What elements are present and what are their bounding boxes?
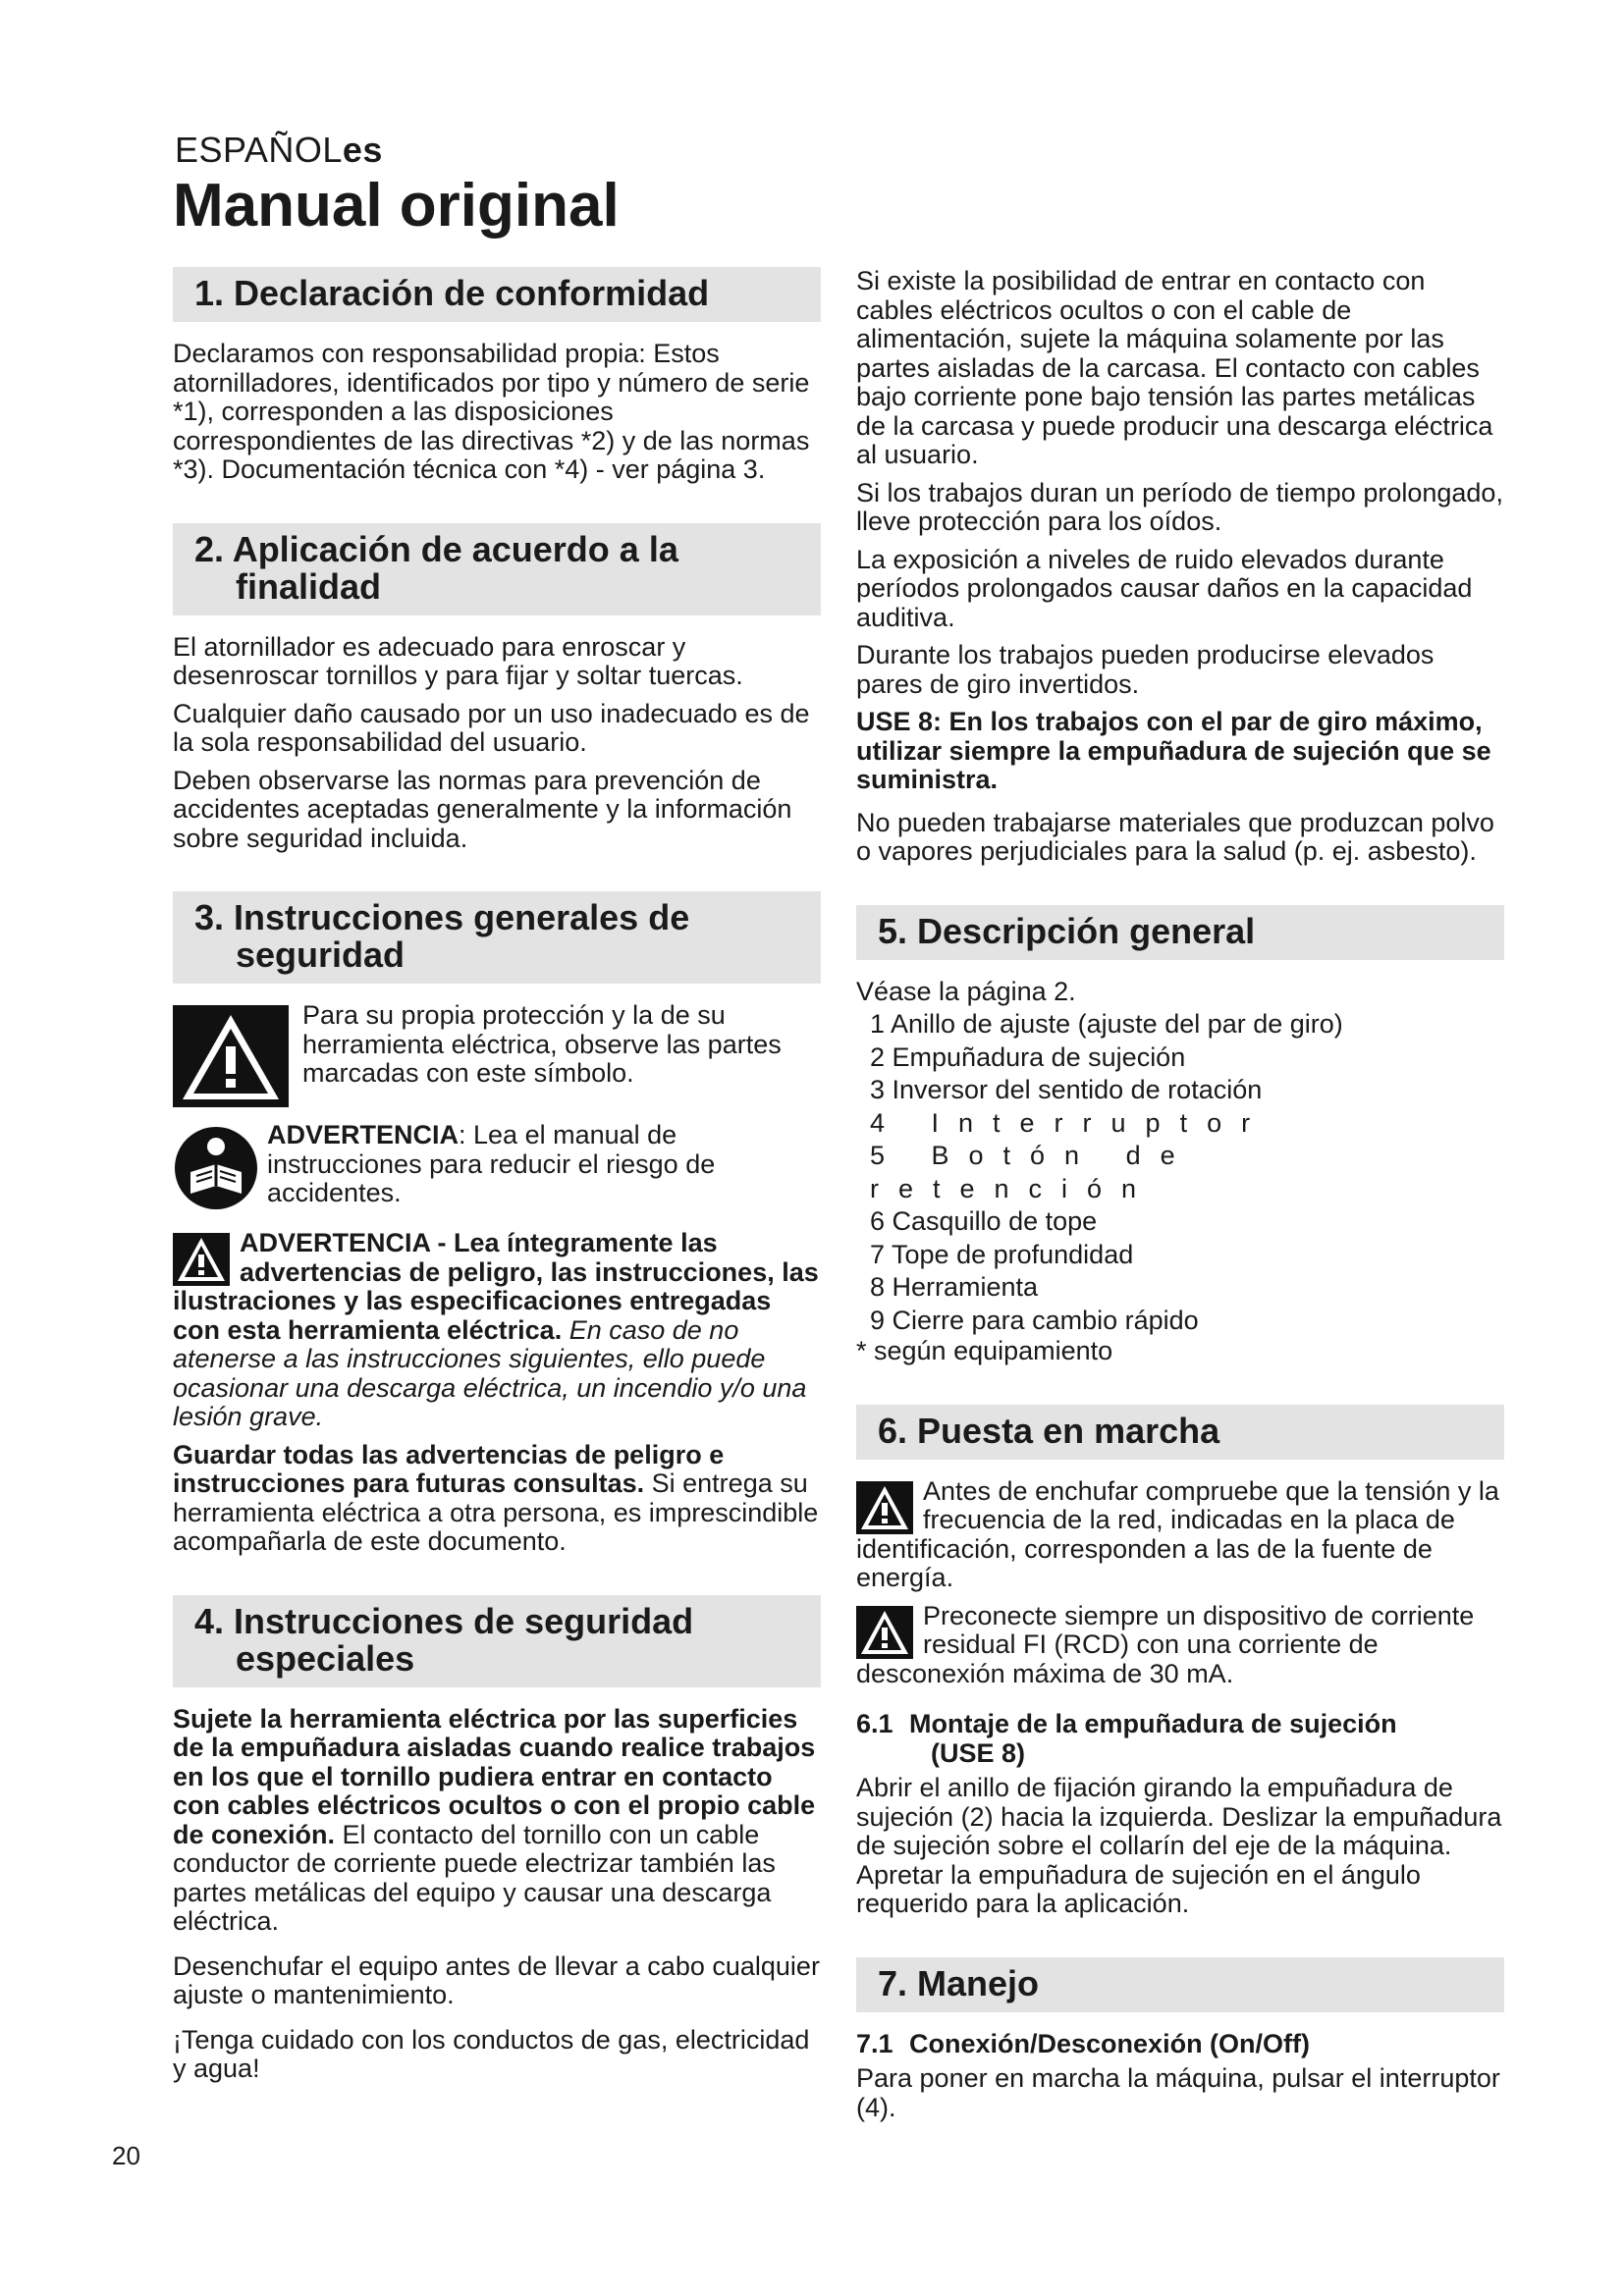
subsection-number: 6.1 bbox=[856, 1709, 893, 1738]
language-main: ESPAÑOL bbox=[175, 130, 343, 170]
section-4-paragraph: Si los trabajos duran un período de tiempo prolongado, lleve protección para los oídos. bbox=[856, 477, 1503, 536]
section-4-heading: 4. Instrucciones de seguridad especiales bbox=[194, 1600, 694, 1679]
language-label bbox=[175, 130, 383, 171]
section-4-bold: Sujete la herramienta eléctrica por las superficies de la empuñadura aisladas cuando realice trabajos en los que el tornillo pudiera entrar en contacto con cables eléctricos ocultos o con el propio cable de conexión. bbox=[173, 1703, 816, 1849]
voltage-warning bbox=[856, 1477, 1504, 1593]
warning-triangle-icon bbox=[173, 1233, 230, 1286]
section-4-paragraph: Durante los trabajos pueden producirse elevados pares de giro invertidos. bbox=[856, 640, 1435, 699]
full-warning-italic: En caso de no atenerse a las instrucciones siguientes, ello puede ocasionar una descarga eléctrica, un incendio y/o una lesión grave. bbox=[173, 1314, 807, 1431]
page-title: Manual original bbox=[173, 172, 620, 240]
section-4-paragraph: Desenchufar el equipo antes de llevar a cabo cualquier ajuste o mantenimiento. bbox=[173, 1950, 820, 2009]
list-item: 4 Interruptor bbox=[870, 1107, 1271, 1138]
section-2-paragraph: El atornillador es adecuado para enroscar y desenroscar tornillos y para fijar y soltar tuercas. bbox=[173, 631, 743, 690]
read-manual-note bbox=[173, 1121, 821, 1215]
section-5-header bbox=[856, 905, 1504, 960]
section-3-header bbox=[173, 891, 821, 984]
right-column bbox=[856, 267, 1504, 2131]
full-warning-bold: ADVERTENCIA - Lea íntegramente las advertencias de peligro, las instrucciones, las ilustraciones y las especificaciones entregadas con esta herramienta eléctrica. bbox=[173, 1228, 819, 1345]
advertencia-label: ADVERTENCIA bbox=[267, 1120, 460, 1149]
section-7-heading: 7. Manejo bbox=[878, 1962, 1040, 2003]
keep-warnings-text: Si entrega su herramienta eléctrica a otra persona, es imprescindible acompañarla de este documento. bbox=[173, 1468, 819, 1556]
section-1-heading: 1. Declaración de conformidad bbox=[194, 273, 710, 313]
list-item: 9 Cierre para cambio rápido bbox=[870, 1305, 1199, 1335]
list-item: 8 Herramienta bbox=[870, 1272, 1039, 1302]
subsection-title: Conexión/Desconexión (On/Off) bbox=[909, 2028, 1311, 2058]
list-item: 2 Empuñadura de sujeción bbox=[870, 1041, 1186, 1072]
warning-symbol-text: Para su propia protección y la de su herramienta eléctrica, observe las partes marcadas con este símbolo. bbox=[302, 1000, 782, 1088]
full-warning-paragraph bbox=[173, 1229, 821, 1432]
subsection-7-1-text: Para poner en marcha la máquina, pulsar el interruptor (4). bbox=[856, 2063, 1500, 2122]
page-number: 20 bbox=[112, 2141, 140, 2170]
read-manual-icon bbox=[173, 1125, 259, 1211]
left-column bbox=[173, 267, 821, 2093]
section-4-paragraph: La exposición a niveles de ruido elevados durante períodos prolongados causar daños en la capacidad auditiva. bbox=[856, 544, 1473, 632]
subsection-title-suffix: (USE 8) bbox=[931, 1737, 1026, 1768]
keep-warnings-paragraph bbox=[173, 1441, 821, 1557]
section-4-paragraph bbox=[173, 1705, 821, 1937]
section-1-header bbox=[173, 267, 821, 322]
section-4-paragraph: ¡Tenga cuidado con los conductos de gas, electricidad y agua! bbox=[173, 2024, 810, 2083]
subsection-6-1-heading bbox=[856, 1710, 1504, 1768]
section-4-header bbox=[173, 1595, 821, 1687]
section-2-paragraph: Cualquier daño causado por un uso inadecuado es de la sola responsabilidad del usuario. bbox=[173, 698, 810, 757]
warning-triangle-icon bbox=[856, 1481, 913, 1534]
rcd-warning-text: Preconecte siempre un dispositivo de corriente residual FI (RCD) con una corriente de desconexión máxima de 30 mA. bbox=[856, 1600, 1475, 1688]
subsection-6-1-text: Abrir el anillo de fijación girando la empuñadura de sujeción (2) hacia la izquierda. Deslizar la empuñadura de sujeción sobre el collarín del eje de la máquina. Apretar la empuñadura de sujeción en el ángulo requerido para la aplicación. bbox=[856, 1773, 1502, 1918]
section-4-paragraph: Si existe la posibilidad de entrar en contacto con cables eléctricos ocultos o con el cable de alimentación, sujete la máquina solamente por las partes aisladas de la carcasa. El contacto con cables bajo corriente pone bajo tensión las partes metálicas de la carcasa y puede producir una descarga eléctrica al usuario. bbox=[856, 266, 1493, 469]
section-2-paragraph: Deben observarse las normas para prevención de accidentes aceptadas generalmente y la información sobre seguridad incluida. bbox=[173, 765, 792, 853]
section-6-header bbox=[856, 1405, 1504, 1460]
section-3-heading: 3. Instrucciones generales de seguridad bbox=[194, 897, 690, 975]
subsection-title: Montaje de la empuñadura de sujeción bbox=[909, 1709, 1397, 1738]
rcd-warning bbox=[856, 1602, 1504, 1689]
section-5-heading: 5. Descripción general bbox=[878, 910, 1256, 951]
list-item: 6 Casquillo de tope bbox=[870, 1206, 1098, 1236]
section-2-heading: 2. Aplicación de acuerdo a la finalidad bbox=[194, 528, 678, 607]
advertencia-text: : Lea el manual de instrucciones para reducir el riesgo de accidentes. bbox=[267, 1120, 716, 1207]
subsection-number: 7.1 bbox=[856, 2028, 893, 2058]
voltage-warning-text: Antes de enchufar compruebe que la tensión y la frecuencia de la red, indicadas en la placa de identificación, corresponden a las de la fuente de energía. bbox=[856, 1475, 1499, 1592]
warning-symbol-note bbox=[173, 1001, 821, 1109]
equipment-footnote: * según equipamiento bbox=[856, 1336, 1113, 1365]
section-5-intro: Véase la página 2. bbox=[856, 976, 1076, 1006]
section-1-text: Declaramos con responsabilidad propia: Estos atornilladores, identificados por tipo y número de serie *1), corresponden a las disposiciones correspondientes de las directivas *2) y de las normas *3). Documentación técnica con *4) - ver página 3. bbox=[173, 339, 810, 484]
list-item: 7 Tope de profundidad bbox=[870, 1239, 1134, 1269]
section-6-heading: 6. Puesta en marcha bbox=[878, 1410, 1220, 1451]
subsection-7-1-heading bbox=[856, 2030, 1504, 2059]
section-4-paragraph: No pueden trabajarse materiales que produzcan polvo o vapores perjudiciales para la salud (p. ej. asbesto). bbox=[856, 807, 1494, 866]
list-item: 3 Inversor del sentido de rotación bbox=[870, 1075, 1263, 1104]
section-2-header bbox=[173, 523, 821, 615]
list-item: 1 Anillo de ajuste (ajuste del par de giro) bbox=[870, 1009, 1343, 1039]
section-4-use8-bold: USE 8: En los trabajos con el par de giro máximo, utilizar siempre la empuñadura de sujeción que se suministra. bbox=[856, 707, 1491, 794]
section-7-header bbox=[856, 1957, 1504, 2012]
keep-warnings-bold: Guardar todas las advertencias de peligro e instrucciones para futuras consultas. bbox=[173, 1439, 725, 1498]
language-code: es bbox=[342, 130, 383, 170]
list-item: 5 Botón de retención bbox=[870, 1141, 1195, 1203]
warning-triangle-icon bbox=[173, 1005, 289, 1107]
warning-triangle-icon bbox=[856, 1606, 913, 1659]
section-4-text: El contacto del tornillo con un cable conductor de corriente puede electrizar también las partes metálicas del equipo y causar una descarga eléctrica. bbox=[173, 1819, 776, 1936]
